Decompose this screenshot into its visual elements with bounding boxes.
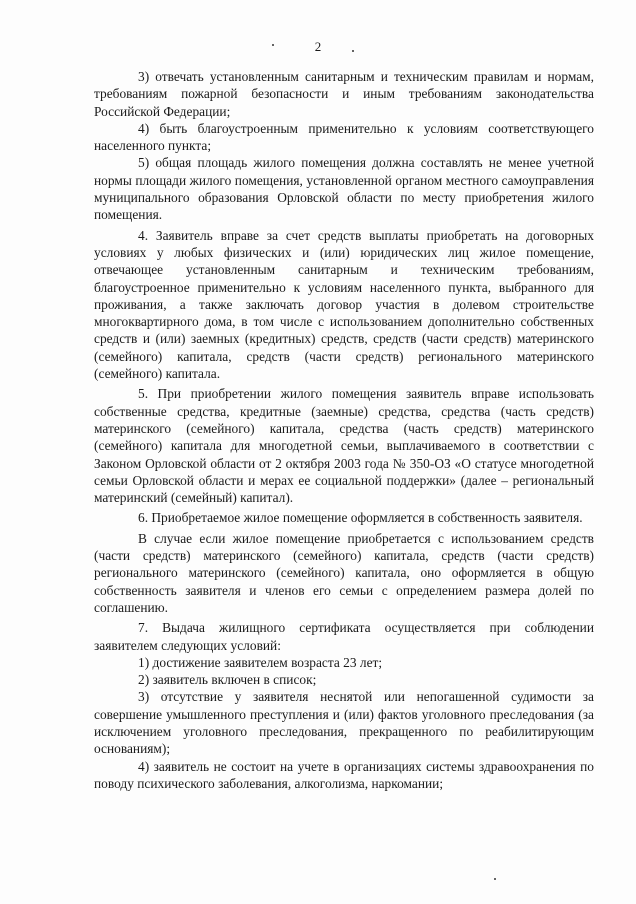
paragraph-section-4: 4. Заявитель вправе за счет средств выплаты приобретать на договорных условиях у любых физических и (или) юридических лиц жилое помещение, отвечающее установленным санитарным и техническим требованиям, благоустроенное применительно к условиям населенного пункта, выбранного для проживания, а также заключать договор участия в долевом строительстве многоквартирного дома, в том числе с использованием дополнительно собственных средств и (или) заемных (кредитных) средств, средств (части средств) материнского (семейного) капитала, средств (части средств) регионального материнского (семейного) капитала. bbox=[94, 227, 594, 382]
scan-speck bbox=[272, 44, 274, 46]
paragraph-section-7: 7. Выдача жилищного сертификата осуществляется при соблюдении заявителем следующих условий: bbox=[94, 620, 594, 653]
paragraph-section-6: 6. Приобретаемое жилое помещение оформляется в собственность заявителя. bbox=[138, 510, 583, 526]
paragraph-section-5: 5. При приобретении жилого помещения заявитель вправе использовать собственные средства, кредитные (заемные) средства, средства (часть средств) материнского (семейного) капитала, средства (часть средств) материнского (семейного) капитала для многодетной семьи, выплачиваемого в соответствии с Законом Орловской области от 2 октября 2003 года № 350-ОЗ «О статусе многодетной семьи Орловской области и мерах ее социальной поддержки» (далее – региональный материнский (семейный) капитал). bbox=[94, 386, 594, 506]
condition-item-4: 4) заявитель не состоит на учете в организациях системы здравоохранения по поводу психического заболевания, алкоголизма, наркомании; bbox=[94, 758, 594, 791]
scan-speck bbox=[352, 50, 354, 52]
paragraph-item-4: 4) быть благоустроенным применительно к условиям соответствующего населенного пункта; bbox=[94, 120, 594, 154]
paragraph-section-6-continued: В случае если жилое помещение приобретается с использованием средств (части средств) материнского (семейного) капитала, средств (части средств) регионального материнского (семейного) капитала, оно оформляется в общую собственность заявителя и членов его семьи с определением размера долей по соглашению. bbox=[94, 530, 594, 615]
condition-item-2: 2) заявитель включен в список; bbox=[138, 672, 317, 688]
page-number: 2 bbox=[314, 39, 322, 54]
scan-speck bbox=[494, 878, 496, 880]
document-body bbox=[94, 68, 594, 792]
condition-item-3: 3) отсутствие у заявителя неснятой или непогашенной судимости за совершение умышленного преступления и (или) фактов уголовного преследования (за исключением уголовного преследования, прекращенного по реабилитирующим основаниям); bbox=[94, 689, 594, 757]
condition-item-1: 1) достижение заявителем возраста 23 лет; bbox=[138, 654, 383, 670]
paragraph-item-3: 3) отвечать установленным санитарным и техническим правилам и нормам, требованиям пожарной безопасности и иным требованиям законодательства Российской Федерации; bbox=[94, 69, 594, 119]
paragraph-item-5: 5) общая площадь жилого помещения должна составлять не менее учетной нормы площади жилого помещения, установленной органом местного самоуправления муниципального образования Орловской области по месту приобретения жилого помещения. bbox=[94, 155, 594, 223]
